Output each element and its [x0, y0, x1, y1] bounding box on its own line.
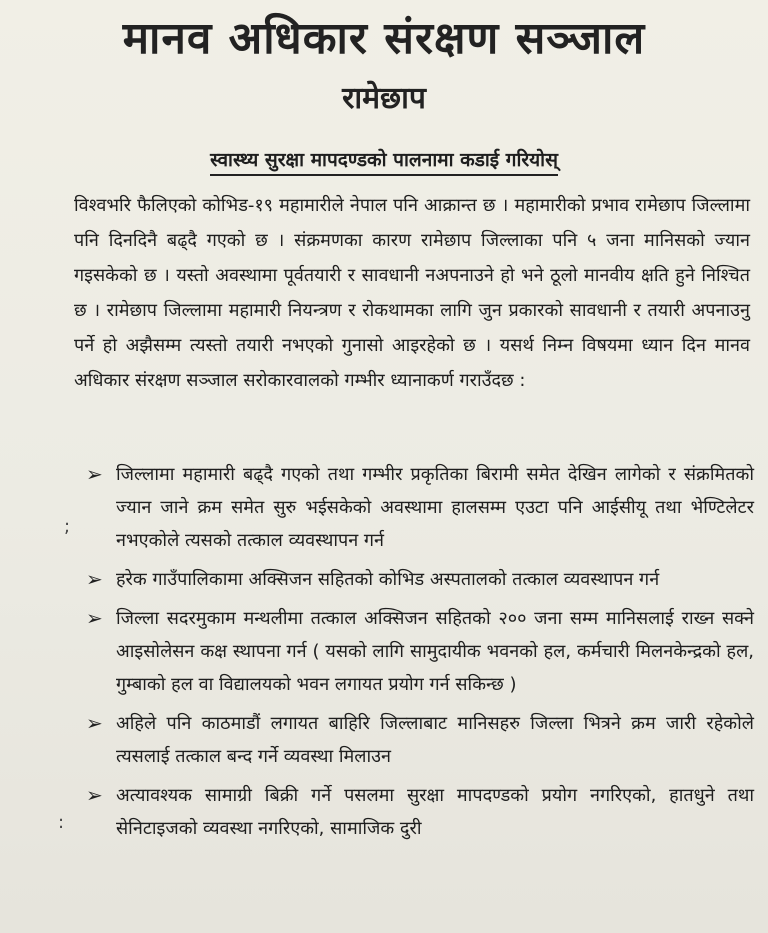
- intro-paragraph: विश्वभरि फैलिएको कोभिड-१९ महामारीले नेपाल पनि आक्रान्त छ । महामारीको प्रभाव रामेछाप जिल्लामा पनि दिनदिनै बढ्दै गएको छ । संक्रमणका कारण रामेछाप जिल्लाका पनि ५ जना मानिसको ज्यान गइसकेको छ । यस्तो अवस्थामा पूर्वतयारी र सावधानी नअपनाउने हो भने ठूलो मानवीय क्षति हुने निश्चित छ । रामेछाप जिल्लामा महामारी नियन्त्रण र रोकथामका लागि जुन प्रकारको सावधानी र तयारी अपनाउनु पर्ने हो अझैसम्म त्यस्तो तयारी नभएको गुनासो आइरहेको छ । यसर्थ निम्न विषयमा ध्यान दिन मानव अधिकार संरक्षण सञ्जाल सरोकारवालको गम्भीर ध्यानाकर्ण गराउँदछ :: [74, 195, 750, 391]
- margin-mark: :: [58, 812, 65, 833]
- list-item-text: अहिले पनि काठमाडौं लगायत बाहिरि जिल्लाबाट मानिसहरु जिल्ला भित्रने क्रम जारी रहेकोले त्यसलाई तत्काल बन्द गर्ने व्यवस्था मिलाउन: [116, 713, 754, 767]
- demands-list: [84, 458, 754, 851]
- organization-title: मानव अधिकार संरक्षण सञ्जाल: [122, 13, 646, 64]
- arrow-bullet-icon: ➢: [86, 462, 103, 486]
- margin-mark: ;: [64, 516, 71, 537]
- arrow-bullet-icon: ➢: [86, 567, 103, 591]
- district-subtitle: रामेछाप: [342, 81, 426, 116]
- list-item: [84, 707, 754, 773]
- notice-headline-text: स्वास्थ्य सुरक्षा मापदण्डको पालनामा कडाई गरियोस्: [210, 149, 558, 176]
- list-item: [84, 779, 754, 845]
- arrow-bullet-icon: ➢: [86, 606, 103, 630]
- list-item: [84, 602, 754, 701]
- list-item: [84, 458, 754, 557]
- arrow-bullet-icon: ➢: [86, 783, 103, 807]
- arrow-bullet-icon: ➢: [86, 711, 103, 735]
- notice-headline: [0, 146, 768, 172]
- list-item-text: हरेक गाउँपालिकामा अक्सिजन सहितको कोभिड अस्पतालको तत्काल व्यवस्थापन गर्न: [116, 569, 660, 590]
- list-item-text: अत्यावश्यक सामाग्री बिक्री गर्ने पसलमा सुरक्षा मापदण्डको प्रयोग नगरिएको, हातधुने तथा सेनिटाइजको व्यवस्था नगरिएको, सामाजिक दुरी: [116, 785, 754, 839]
- list-item-text: जिल्लामा महामारी बढ्दै गएको तथा गम्भीर प्रकृतिका बिरामी समेत देखिन लागेको र संक्रमितको ज्यान जाने क्रम समेत सुरु भईसकेको अवस्थामा हालसम्म एउटा पनि आईसीयू तथा भेण्टिलेटर नभएकोले त्यसको तत्काल व्यवस्थापन गर्न: [116, 464, 754, 551]
- list-item: [84, 563, 754, 596]
- list-item-text: जिल्ला सदरमुकाम मन्थलीमा तत्काल अक्सिजन सहितको २०० जना सम्म मानिसलाई राख्न सक्ने आइसोलेसन कक्ष स्थापना गर्न ( यसको लागि सामुदायीक भवनको हल, कर्मचारी मिलनकेन्द्रको हल, गुम्बाको हल वा विद्यालयको भवन लगायत प्रयोग गर्न सकिन्छ ): [116, 608, 754, 695]
